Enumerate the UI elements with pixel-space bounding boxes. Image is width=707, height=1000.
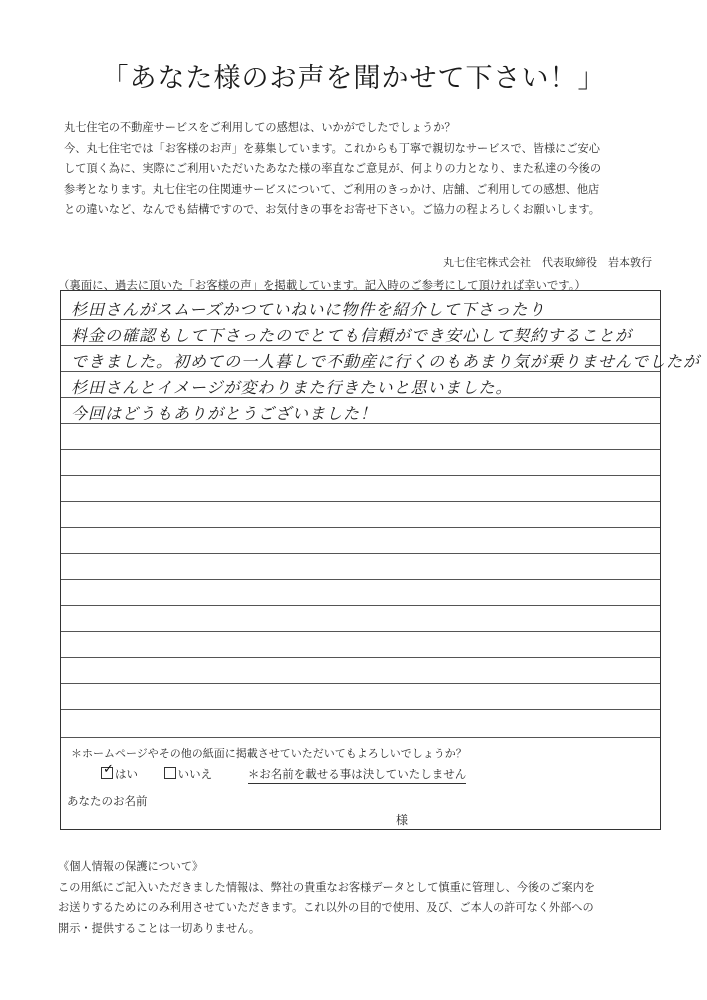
ruled-line — [61, 449, 660, 450]
name-field-label: あなたのお名前 — [67, 794, 148, 808]
checkbox-yes[interactable] — [101, 762, 114, 779]
ruled-line — [61, 527, 660, 528]
comment-line[interactable]: できました。初めての一人暮しで不動産に行くのもあまり気が乗りませんでしたが — [71, 352, 701, 371]
ruled-line — [61, 683, 660, 684]
ruled-line — [61, 631, 660, 632]
checkbox-no[interactable] — [164, 767, 176, 779]
reference-notice: （裏面に、過去に頂いた「お客様の声」を掲載しています。記入時のご参考にして頂ければ幸いです。） — [58, 278, 586, 292]
choice-yes-label: はい — [115, 767, 138, 781]
ruled-line — [61, 553, 660, 554]
comment-line[interactable]: 料金の確認もして下さったのでとても信頼ができ安心して契約することが — [71, 326, 633, 345]
choice-no[interactable] — [164, 766, 213, 782]
privacy-section — [58, 857, 678, 939]
intro-line: との違いなど、なんでも結構ですので、お気付きの事をお寄せ下さい。ご協力の程よろしくお願いします。 — [64, 203, 600, 216]
ruled-line — [61, 501, 660, 502]
publish-permission-question: ＊ホームページやその他の紙面に掲載させていただいてもよろしいでしょうか？ — [71, 747, 467, 760]
privacy-line: この用紙にご記入いただきました情報は、弊社の貴重なお客様データとして慎重に管理し、今後のご案内を — [58, 880, 596, 894]
page-title: 「あなた様のお声を聞かせて下さい！」 — [101, 63, 606, 94]
intro-line: 丸七住宅の不動産サービスをご利用しての感想は、いかがでしたでしょうか？ — [64, 121, 456, 134]
privacy-line: 開示・提供することは一切ありません。 — [58, 921, 261, 935]
publish-permission-choices — [101, 762, 467, 784]
name-not-published-note: ＊お名前を載せる事は決していたしません — [248, 766, 467, 784]
intro-line: 参考となります。丸七住宅の住関連サービスについて、ご利用のきっかけ、店舗、ご利用しての感想、他店 — [64, 182, 600, 196]
intro-text — [64, 118, 664, 221]
comment-line[interactable]: 杉田さんとイメージが変わりまた行きたいと思いました。 — [71, 378, 513, 397]
ruled-line — [61, 475, 660, 476]
comment-line[interactable]: 杉田さんがスムーズかつていねいに物件を紹介して下さったり — [71, 300, 546, 319]
signer: 丸七住宅株式会社 代表取締役 岩本敦行 — [443, 256, 652, 269]
intro-line: して頂く為に、実際にご利用いただいたあなた様の率直なご意見が、何よりの力となり、また私達の今後の — [64, 162, 602, 175]
ruled-line — [61, 579, 660, 580]
ruled-line — [61, 605, 660, 606]
name-suffix: 様 — [396, 813, 409, 827]
privacy-line: お送りするためにのみ利用させていただきます。これ以外の目的で使用、及び、ご本人の許可なく外部への — [58, 901, 594, 914]
intro-line: 今、丸七住宅では「お客様のお声」を募集しています。これからも丁寧で親切なサービスで、皆様にご安心 — [64, 141, 600, 155]
ruled-line — [61, 657, 660, 658]
ruled-line — [61, 709, 660, 710]
choice-yes[interactable] — [101, 762, 138, 782]
comment-line[interactable]: 今回はどうもありがとうございました！ — [71, 404, 378, 423]
check-icon: ✓ — [103, 762, 114, 777]
privacy-heading: 《個人情報の保護について》 — [58, 860, 204, 873]
comment-form — [60, 290, 701, 830]
choice-no-label: いいえ — [177, 767, 213, 781]
ruled-line — [61, 737, 660, 738]
